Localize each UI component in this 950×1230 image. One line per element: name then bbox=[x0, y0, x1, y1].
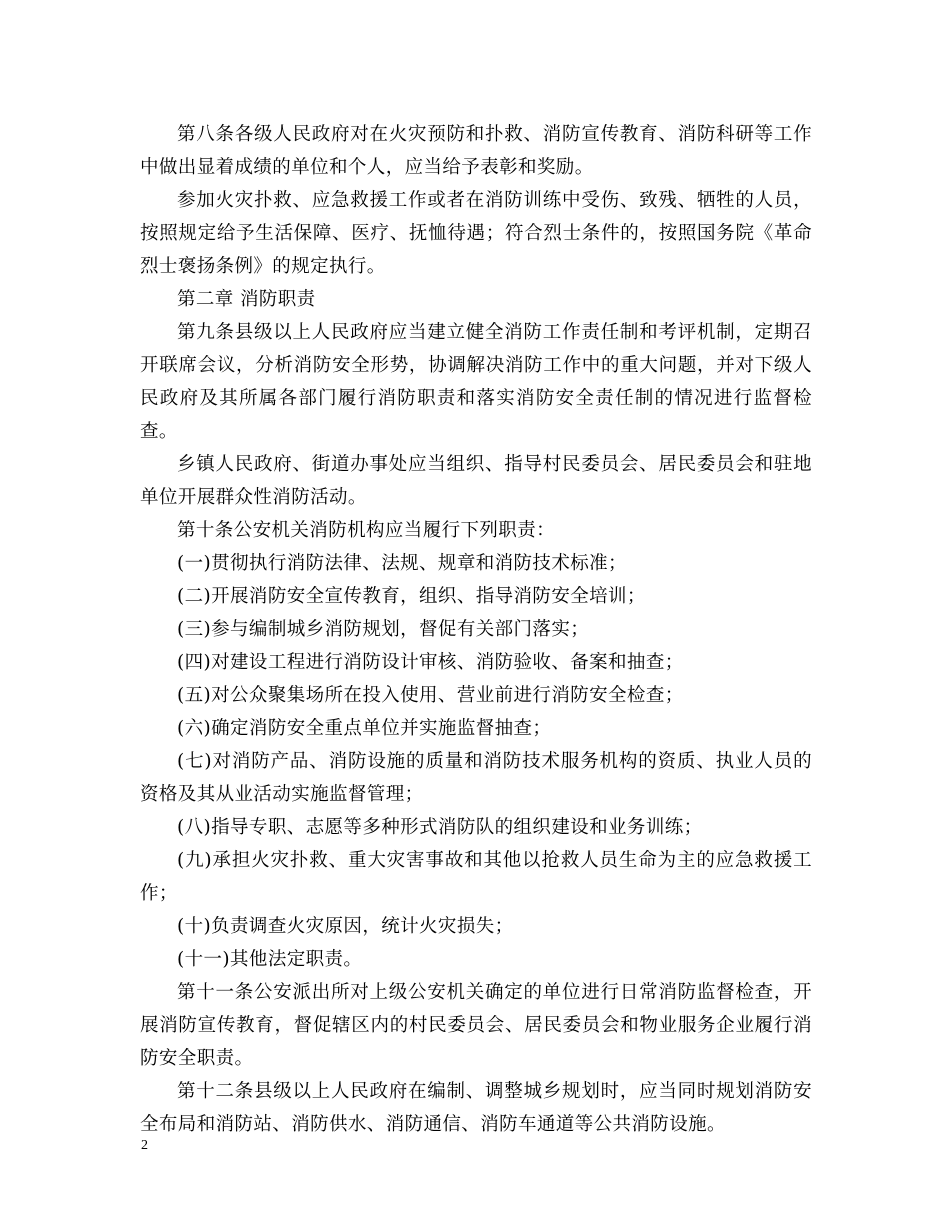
paragraph: 第八条各级人民政府对在火灾预防和扑救、消防宣传教育、消防科研等工作中做出显着成绩的单位和个人，应当给予表彰和奖励。 bbox=[140, 124, 812, 178]
paragraph: 参加火灾扑救、应急救援工作或者在消防训练中受伤、致残、牺牲的人员，按照规定给予生活保障、医疗、抚恤待遇；符合烈士条件的，按照国务院《革命烈士褒扬条例》的规定执行。 bbox=[140, 190, 812, 277]
page-number: 2 bbox=[141, 1138, 148, 1153]
list-item: (十一)其他法定职责。 bbox=[177, 949, 363, 970]
list-item: (八)指导专职、志愿等多种形式消防队的组织建设和业务训练； bbox=[177, 817, 703, 838]
paragraph: 第十一条公安派出所对上级公安机关确定的单位进行日常消防监督检查，开展消防宣传教育，督促辖区内的村民委员会、居民委员会和物业服务企业履行消防安全职责。 bbox=[140, 982, 812, 1069]
paragraph: 第十二条县级以上人民政府在编制、调整城乡规划时，应当同时规划消防安全布局和消防站、消防供水、消防通信、消防车通道等公共消防设施。 bbox=[140, 1081, 812, 1135]
list-item: (三)参与编制城乡消防规划，督促有关部门落实； bbox=[177, 619, 590, 640]
paragraph: 乡镇人民政府、街道办事处应当组织、指导村民委员会、居民委员会和驻地单位开展群众性消防活动。 bbox=[140, 454, 812, 508]
paragraph: 第十条公安机关消防机构应当履行下列职责： bbox=[177, 520, 556, 541]
list-item: (二)开展消防安全宣传教育，组织、指导消防安全培训； bbox=[177, 586, 646, 607]
list-item: (四)对建设工程进行消防设计审核、消防验收、备案和抽查； bbox=[177, 652, 684, 673]
document-body bbox=[140, 118, 812, 1141]
list-item: (五)对公众聚集场所在投入使用、营业前进行消防安全检查； bbox=[177, 685, 684, 706]
chapter-heading: 第二章 消防职责 bbox=[177, 289, 316, 310]
list-item: (七)对消防产品、消防设施的质量和消防技术服务机构的资质、执业人员的资格及其从业活动实施监督管理； bbox=[140, 751, 812, 805]
paragraph: 第九条县级以上人民政府应当建立健全消防工作责任制和考评机制，定期召开联席会议，分析消防安全形势，协调解决消防工作中的重大问题，并对下级人民政府及其所属各部门履行消防职责和落实消防安全责任制的情况进行监督检查。 bbox=[140, 322, 812, 442]
list-item: (十)负责调查火灾原因，统计火灾损失； bbox=[177, 916, 514, 937]
list-item: (九)承担火灾扑救、重大灾害事故和其他以抢救人员生命为主的应急救援工作； bbox=[140, 850, 812, 904]
list-item: (六)确定消防安全重点单位并实施监督抽查； bbox=[177, 718, 552, 739]
list-item: (一)贯彻执行消防法律、法规、规章和消防技术标准； bbox=[177, 553, 627, 574]
